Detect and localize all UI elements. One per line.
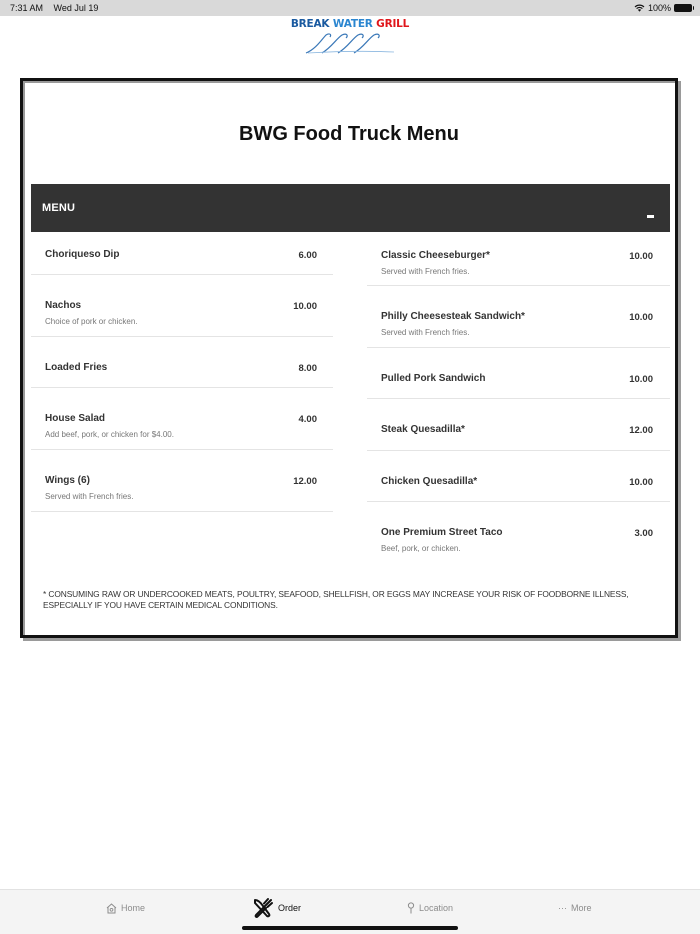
- menu-section-label: MENU: [42, 202, 76, 214]
- item-price: 12.00: [293, 476, 317, 487]
- tab-order[interactable]: [252, 890, 301, 926]
- home-indicator[interactable]: [242, 926, 458, 930]
- item-description: Served with French fries.: [381, 267, 470, 276]
- battery-icon: [674, 4, 692, 12]
- tab-more[interactable]: [558, 890, 592, 926]
- status-right: [634, 3, 692, 13]
- menu-item[interactable]: [367, 348, 670, 399]
- item-name: Classic Cheeseburger*: [381, 250, 490, 261]
- utensils-icon: [252, 897, 274, 919]
- collapse-minus-icon[interactable]: [647, 215, 654, 218]
- battery-percent: 100%: [647, 3, 671, 13]
- tab-label: Home: [121, 903, 146, 913]
- tab-home[interactable]: [106, 890, 145, 926]
- item-description: Served with French fries.: [45, 492, 134, 501]
- menu-column-left: [31, 232, 333, 512]
- wifi-icon: [634, 4, 645, 12]
- status-bar: [0, 0, 700, 16]
- item-name: House Salad: [45, 413, 106, 424]
- item-description: Served with French fries.: [381, 328, 470, 337]
- menu-item[interactable]: [31, 232, 333, 275]
- status-date: Wed Jul 19: [53, 3, 99, 13]
- home-icon: [106, 903, 117, 914]
- item-name: Chicken Quesadilla*: [381, 476, 478, 487]
- item-description: Beef, pork, or chicken.: [381, 544, 461, 553]
- more-dots-icon: ···: [558, 903, 567, 913]
- menu-item[interactable]: [31, 450, 333, 512]
- tab-label: More: [571, 903, 592, 913]
- item-price: 6.00: [298, 250, 317, 261]
- menu-item[interactable]: [367, 451, 670, 502]
- item-name: Wings (6): [45, 475, 90, 486]
- bottom-tab-bar: [0, 889, 700, 934]
- item-price: 10.00: [293, 301, 317, 312]
- item-name: Nachos: [45, 300, 82, 311]
- item-name: Pulled Pork Sandwich: [381, 373, 486, 384]
- page-title: BWG Food Truck Menu: [239, 123, 459, 145]
- logo-word-water: WATER: [332, 18, 373, 30]
- item-price: 8.00: [298, 363, 317, 374]
- status-left: [10, 3, 106, 13]
- menu-item[interactable]: [367, 232, 670, 286]
- logo-text: [0, 18, 700, 30]
- menu-item[interactable]: [367, 399, 670, 451]
- item-price: 10.00: [629, 312, 653, 323]
- tab-label: Location: [419, 903, 454, 913]
- location-pin-icon: [407, 902, 415, 914]
- item-name: Choriqueso Dip: [45, 249, 120, 260]
- menu-item[interactable]: [31, 275, 333, 337]
- item-description: Choice of pork or chicken.: [45, 317, 138, 326]
- status-time: 7:31 AM: [10, 3, 44, 13]
- item-price: 10.00: [629, 251, 653, 262]
- item-price: 3.00: [634, 528, 653, 539]
- tab-location[interactable]: [407, 890, 453, 926]
- food-safety-disclaimer: * CONSUMING RAW OR UNDERCOOKED MEATS, POULTRY, SEAFOOD, SHELLFISH, OR EGGS MAY INCREASE YOUR RISK OF FOODBORNE ILLNESS, ESPECIALLY IF YOU HAVE CERTAIN MEDICAL CONDITIONS.: [43, 589, 629, 610]
- item-name: Steak Quesadilla*: [381, 424, 465, 435]
- menu-item[interactable]: [31, 388, 333, 450]
- tab-label: Order: [278, 903, 302, 913]
- item-price: 4.00: [298, 414, 317, 425]
- item-price: 10.00: [629, 374, 653, 385]
- item-price: 10.00: [629, 477, 653, 488]
- menu-column-right: [367, 232, 670, 564]
- waves-logo-icon: [302, 31, 398, 55]
- menu-item[interactable]: [367, 502, 670, 564]
- item-name: One Premium Street Taco: [381, 527, 503, 538]
- menu-item[interactable]: [367, 286, 670, 348]
- item-description: Add beef, pork, or chicken for $4.00.: [45, 430, 174, 439]
- menu-section-header[interactable]: [31, 184, 670, 232]
- brand-logo[interactable]: [0, 18, 700, 55]
- logo-word-grill: GRILL: [376, 18, 410, 30]
- menu-frame: [20, 78, 678, 638]
- menu-item[interactable]: [31, 337, 333, 388]
- item-price: 12.00: [629, 425, 653, 436]
- item-name: Philly Cheesesteak Sandwich*: [381, 311, 525, 322]
- item-name: Loaded Fries: [45, 362, 108, 373]
- logo-word-break: BREAK: [290, 18, 330, 30]
